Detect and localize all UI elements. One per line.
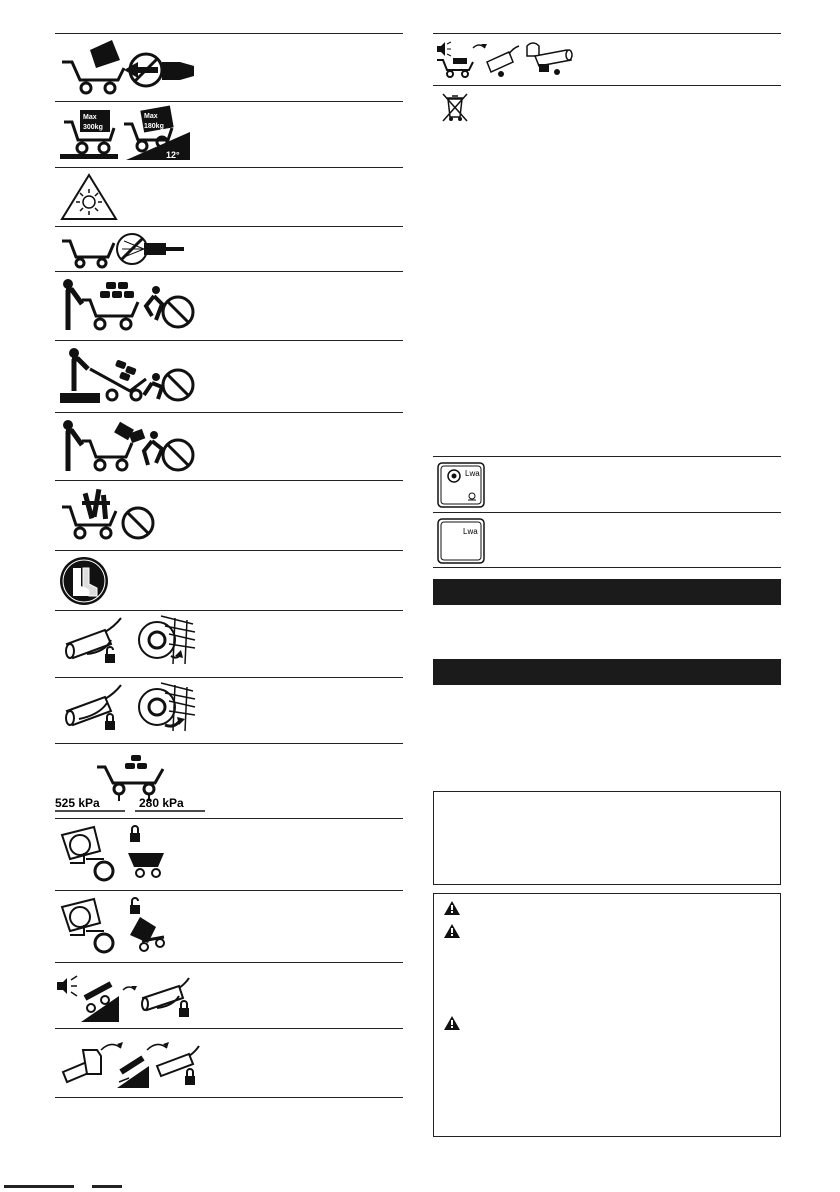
symbol-dump-unlocked-icon: [60, 895, 170, 957]
section-heading-bar: [433, 659, 781, 685]
symbol-max-load-capacity-icon: [60, 106, 190, 164]
divider: [55, 743, 403, 744]
divider: [55, 677, 403, 678]
symbol-brake-lever-locked-icon: [65, 681, 195, 737]
warning-row: [444, 901, 460, 915]
symbol-tire-pressure-icon: [55, 749, 215, 815]
divider: [55, 412, 403, 413]
warning-box: [433, 893, 781, 1137]
symbol-buzzer-handle-operation-icon: [435, 38, 585, 80]
rear-tire-pressure-label: 280 kPa: [139, 796, 184, 810]
warning-row: [444, 1016, 460, 1030]
divider: [433, 512, 781, 513]
divider: [55, 818, 403, 819]
divider: [55, 890, 403, 891]
divider: [55, 962, 403, 963]
divider: [55, 480, 403, 481]
divider: [433, 567, 781, 568]
symbol-load-dropping-hazard-icon: [60, 417, 200, 477]
symbol-tipping-on-step-hazard-icon: [60, 345, 200, 407]
warning-triangle-icon: [444, 1016, 460, 1030]
symbol-keep-hands-away-from-load-icon: [60, 38, 200, 96]
symbol-wear-safety-shoes-icon: [59, 556, 109, 606]
symbol-sound-power-level-device-icon: [437, 462, 485, 508]
symbol-weee-crossed-bin-icon: [439, 91, 471, 123]
divider: [433, 456, 781, 457]
flat-max-label: Max: [83, 114, 97, 121]
print-mark: [4, 1185, 74, 1188]
flat-max-value: 300kg: [83, 124, 103, 131]
symbol-no-loose-load-icon: [60, 485, 160, 545]
symbol-light-hazard-icon: [59, 172, 119, 222]
symbol-load-falling-hazard-icon: [60, 276, 200, 336]
divider: [55, 610, 403, 611]
symbol-brake-lever-unlocked-icon: [65, 614, 195, 670]
divider: [55, 271, 403, 272]
divider: [55, 340, 403, 341]
divider: [55, 1028, 403, 1029]
divider: [55, 226, 403, 227]
divider: [55, 101, 403, 102]
divider: [55, 1097, 403, 1098]
divider: [55, 167, 403, 168]
slope-max-label: Max: [144, 113, 158, 120]
lwa-label: Lwa: [463, 527, 478, 536]
symbol-slope-brake-lock-icon: [55, 968, 195, 1024]
warning-triangle-icon: [444, 901, 460, 915]
slope-max-value: 180kg: [144, 123, 164, 130]
divider: [55, 33, 403, 34]
divider: [433, 33, 781, 34]
print-mark: [92, 1185, 122, 1188]
symbol-sound-power-level-icon: [437, 518, 485, 564]
symbol-dump-locked-icon: [60, 823, 170, 885]
divider: [55, 550, 403, 551]
lwa-label: Lwa: [465, 469, 480, 478]
warning-triangle-icon: [444, 924, 460, 938]
slope-angle-label: 12°: [166, 150, 180, 160]
symbol-slope-handle-sequence-icon: [61, 1036, 201, 1092]
notice-box: [433, 791, 781, 885]
symbol-do-not-wash-with-water-icon: [60, 231, 190, 269]
front-tire-pressure-label: 525 kPa: [55, 796, 100, 810]
section-heading-bar: [433, 579, 781, 605]
divider: [433, 85, 781, 86]
warning-row: [444, 924, 460, 938]
